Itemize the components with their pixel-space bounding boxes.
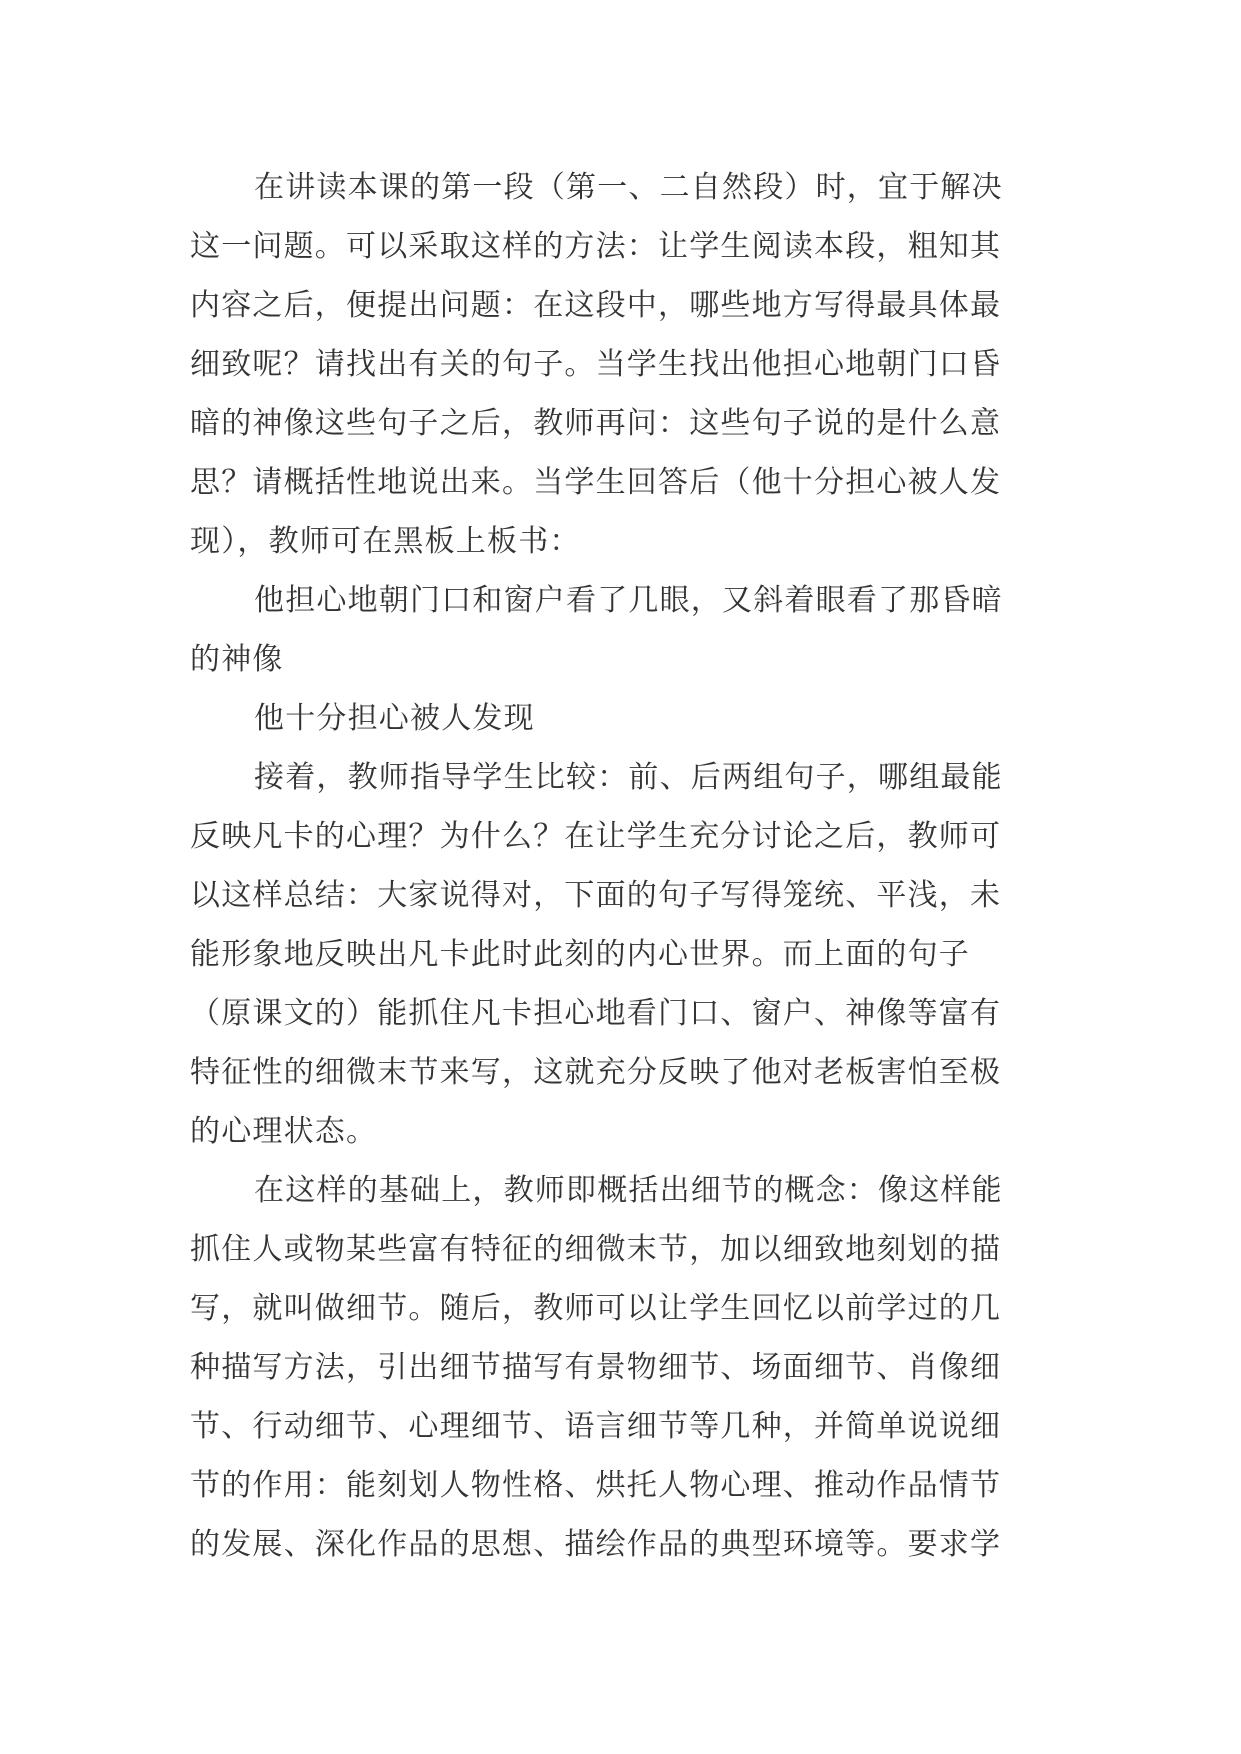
text-line: 抓住人或物某些富有特征的细微末节，加以细致地刻划的描 — [190, 1232, 1002, 1267]
text-line: 这一问题。可以采取这样的方法：让学生阅读本段，粗知其 — [190, 229, 1002, 264]
document-body — [190, 158, 1050, 1574]
text-line: 内容之后，便提出问题：在这段中，哪些地方写得最具体最 — [190, 288, 1002, 323]
text-line: 在这样的基础上，教师即概括出细节的概念：像这样能 — [254, 1173, 1003, 1208]
text-line: 的心理状态。 — [190, 1114, 378, 1149]
text-line: 反映凡卡的心理？为什么？在让学生充分讨论之后，教师可 — [190, 819, 1002, 854]
text-line: 细致呢？请找出有关的句子。当学生找出他担心地朝门口昏 — [190, 347, 1002, 382]
text-line: 能形象地反映出凡卡此时此刻的内心世界。而上面的句子 — [190, 937, 970, 972]
text-line: 的发展、深化作品的思想、描绘作品的典型环境等。要求学 — [190, 1527, 1002, 1562]
text-line: 接着，教师指导学生比较：前、后两组句子，哪组最能 — [254, 760, 1003, 795]
text-line: 节的作用：能刻划人物性格、烘托人物心理、推动作品情节 — [190, 1468, 1002, 1503]
text-line: 在讲读本课的第一段（第一、二自然段）时，宜于解决 — [254, 170, 1003, 205]
text-line: 的神像 — [190, 642, 284, 677]
text-line: 他担心地朝门口和窗户看了几眼，又斜着眼看了那昏暗 — [254, 583, 1003, 618]
text-line: 他十分担心被人发现 — [254, 701, 535, 736]
text-line: 写，就叫做细节。随后，教师可以让学生回忆以前学过的几 — [190, 1291, 1002, 1326]
text-line: （原课文的）能抓住凡卡担心地看门口、窗户、神像等富有 — [190, 996, 1002, 1031]
text-line: 思？请概括性地说出来。当学生回答后（他十分担心被人发 — [190, 465, 1002, 500]
text-line: 节、行动细节、心理细节、语言细节等几种，并简单说说细 — [190, 1409, 1002, 1444]
text-line: 暗的神像这些句子之后，教师再问：这些句子说的是什么意 — [190, 406, 1002, 441]
text-line: 以这样总结：大家说得对，下面的句子写得笼统、平浅，未 — [190, 878, 1002, 913]
text-line: 现），教师可在黑板上板书： — [190, 524, 581, 559]
text-line: 特征性的细微末节来写，这就充分反映了他对老板害怕至极 — [190, 1055, 1002, 1090]
text-line: 种描写方法，引出细节描写有景物细节、场面细节、肖像细 — [190, 1350, 1002, 1385]
